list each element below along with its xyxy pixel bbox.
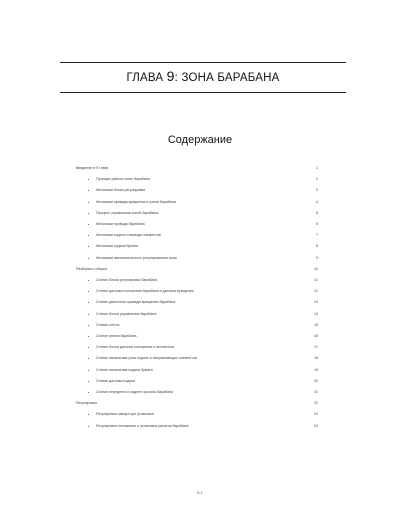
toc-entry[interactable] bbox=[96, 377, 318, 386]
toc-entry[interactable] bbox=[96, 186, 318, 195]
toc-entry-page: 20 bbox=[314, 378, 318, 383]
bullet-icon bbox=[88, 280, 89, 281]
bullet-icon bbox=[88, 213, 89, 214]
toc-entry-page: 11 bbox=[314, 278, 318, 282]
toc-entry[interactable] bbox=[96, 388, 318, 397]
toc-entry[interactable] bbox=[76, 399, 318, 408]
toc-entry[interactable] bbox=[96, 332, 318, 341]
toc-entry-label: Механизм привода барабана bbox=[96, 222, 145, 226]
toc-entry-label: Процесс управления зоной барабана bbox=[96, 210, 159, 215]
toc-entry-label: Снятие двигателя привода вращения барабана bbox=[96, 300, 176, 305]
toc-entry[interactable] bbox=[96, 310, 318, 319]
toc-entry[interactable] bbox=[96, 254, 318, 263]
toc-entry[interactable] bbox=[96, 354, 318, 363]
chapter-name: : ЗОНА БАРАБАНА bbox=[174, 72, 280, 84]
toc-entry-label: Снятие датчика положения барабана и датчика вращения bbox=[96, 289, 194, 294]
toc-entry[interactable] bbox=[96, 198, 318, 207]
toc-entry-label: Принцип работы зоны барабана bbox=[96, 177, 150, 182]
bullet-icon bbox=[88, 325, 89, 326]
toc-heading: Содержание bbox=[167, 134, 233, 146]
toc-entry-label: Введение в 9 главу bbox=[76, 166, 109, 170]
bullet-icon bbox=[88, 224, 89, 225]
toc-entry-page: 16 bbox=[314, 334, 318, 338]
toc-entry-label: Механизм подачи и вывода элементов bbox=[96, 233, 161, 238]
toc-entry[interactable] bbox=[96, 321, 318, 330]
toc-entry-label: Снятие ремня барабана bbox=[96, 334, 137, 338]
bullet-icon bbox=[88, 414, 89, 415]
toc-entry-page: 22 bbox=[314, 401, 318, 406]
toc-entry-page: 24 bbox=[314, 423, 318, 428]
toc-entry-label: Снятие ленты bbox=[96, 322, 120, 327]
toc-entry-page: 4 bbox=[316, 199, 318, 204]
toc-entry-page: 8 bbox=[316, 244, 318, 249]
toc-entry-page: 19 bbox=[314, 367, 318, 372]
bullet-icon bbox=[88, 370, 89, 371]
toc-entry-page: 15 bbox=[314, 322, 318, 327]
bullet-icon bbox=[88, 179, 89, 180]
toc-entry[interactable] bbox=[96, 410, 318, 419]
toc-entry-page: 5 bbox=[316, 210, 318, 215]
bullet-icon bbox=[88, 246, 89, 247]
toc-entry[interactable] bbox=[76, 164, 318, 173]
toc-entry[interactable] bbox=[96, 343, 318, 352]
bullet-icon bbox=[88, 202, 89, 203]
toc-entry-label: Снятие блока регулировки барабана bbox=[96, 278, 158, 282]
toc-entry-page: 23 bbox=[314, 412, 318, 417]
toc-entry-label: Механизм привода вращения и узлов барабана bbox=[96, 199, 176, 204]
toc-entry[interactable] bbox=[96, 287, 318, 296]
toc-entry-page: 2 bbox=[316, 177, 318, 182]
toc-entry[interactable] bbox=[96, 231, 318, 240]
toc-entry[interactable] bbox=[96, 276, 318, 285]
bullet-icon bbox=[88, 291, 89, 292]
toc-entry-page: 13 bbox=[314, 300, 318, 305]
toc-entry-label: Снятие датчика подачи bbox=[96, 378, 136, 383]
toc-entry-label: Регулировка bbox=[76, 401, 97, 406]
toc-entry[interactable] bbox=[96, 242, 318, 251]
bullet-icon bbox=[88, 381, 89, 382]
toc-entry-label: Разборка и сборка bbox=[76, 266, 108, 271]
toc-entry[interactable] bbox=[96, 298, 318, 307]
toc-entry-page: 7 bbox=[316, 233, 318, 238]
toc-entry-page: 18 bbox=[314, 356, 318, 361]
toc-entry-label: Механизм блока регулировки bbox=[96, 188, 146, 193]
toc-entry-label: Механизм автоматического регулирования зоны bbox=[96, 255, 177, 260]
toc-entry-label: Снятие блока управления барабана bbox=[96, 311, 157, 316]
chapter-number: 9 bbox=[166, 68, 175, 84]
toc-entry-page: 12 bbox=[314, 289, 318, 294]
toc-entry-page: 10 bbox=[314, 266, 318, 271]
toc-entry-label: Снятие механизма подачи бумаги bbox=[96, 367, 153, 372]
bullet-icon bbox=[88, 235, 89, 236]
toc-entry-page: 9 bbox=[316, 255, 318, 260]
toc-entry[interactable] bbox=[96, 175, 318, 184]
bullet-icon bbox=[88, 258, 89, 259]
toc-entry-page: 14 bbox=[314, 311, 318, 316]
toc-entry[interactable] bbox=[76, 265, 318, 274]
chapter-prefix: ГЛАВА bbox=[126, 72, 167, 84]
page-number: 9-1 bbox=[197, 490, 203, 495]
toc-entry-label: Снятие блока датчика положения и элементов bbox=[96, 345, 175, 350]
toc-entry[interactable] bbox=[96, 220, 318, 229]
bullet-icon bbox=[88, 426, 89, 427]
toc-entry-page: 6 bbox=[316, 222, 318, 226]
bullet-icon bbox=[88, 347, 89, 348]
toc-entry-page: 1 bbox=[316, 166, 318, 170]
toc-entry-label: Снятие механизма узла подачи и направляющих элементов bbox=[96, 356, 197, 361]
toc-entry-label: Регулировка зазора при установке bbox=[96, 412, 154, 417]
toc-entry-page: 3 bbox=[316, 188, 318, 193]
toc-entry-label: Регулировка положения и установка рычагов барабана bbox=[96, 423, 189, 428]
bullet-icon bbox=[88, 190, 89, 191]
toc-entry-page: 21 bbox=[314, 390, 318, 394]
toc-entry[interactable] bbox=[96, 366, 318, 375]
toc-entry-label: Снятие переднего и заднего рычага барабана bbox=[96, 390, 173, 394]
bullet-icon bbox=[88, 314, 89, 315]
toc-entry[interactable] bbox=[96, 209, 318, 218]
toc-entry[interactable] bbox=[96, 422, 318, 431]
toc-entry-label: Механизм подачи бумаги bbox=[96, 244, 139, 249]
bullet-icon bbox=[88, 392, 89, 393]
bullet-icon bbox=[88, 336, 89, 337]
toc-entry-page: 17 bbox=[314, 345, 318, 350]
bullet-icon bbox=[88, 358, 89, 359]
bullet-icon bbox=[88, 302, 89, 303]
